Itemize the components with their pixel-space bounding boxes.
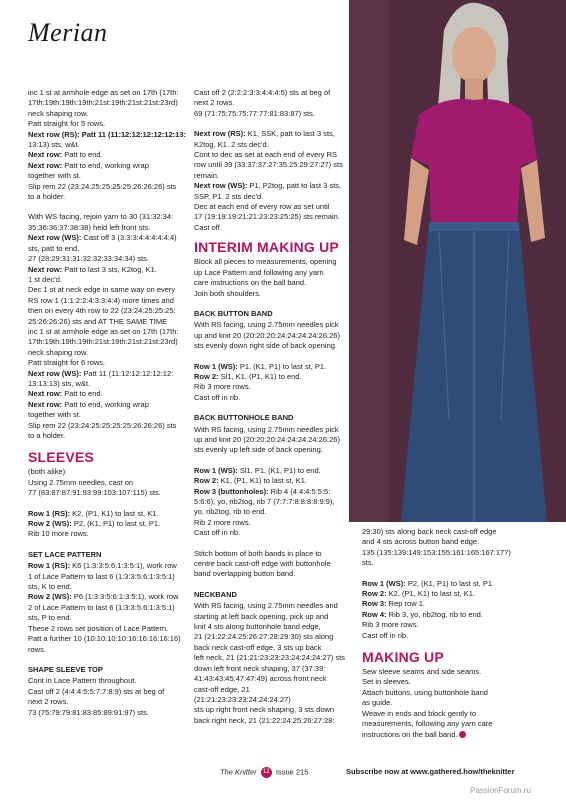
text-line: 13:13:13) sts, w&t. — [28, 378, 91, 388]
text-line: 27 (28:29:31:31:32:32:33:34:34) sts. — [28, 254, 149, 264]
text-line: Rib 3 more rows. — [194, 382, 251, 392]
section-heading-interim-making-up: INTERIM MAKING UP — [194, 239, 339, 256]
row-label: Row 1 (WS): — [362, 578, 406, 588]
row-label: Next row: — [28, 160, 63, 170]
row-label: Row 2: — [362, 589, 387, 599]
row-label: Row 2 (WS): — [28, 519, 72, 529]
subheading-back-button-band: BACK BUTTON BAND — [194, 308, 273, 318]
text-line: Cont to dec as set at each end of every RS — [194, 150, 337, 160]
column-1 — [28, 88, 188, 718]
text-line: Block all pieces to measurements, opening — [194, 257, 337, 267]
text-line: Row 1 (RS): K2, (P1, K1) to last st, K1. — [28, 508, 159, 518]
text-line: 25:26:26:26) sts and AT THE SAME TIME — [28, 316, 168, 326]
text-line: Rib 10 more rows. — [28, 529, 89, 539]
text-line: Row 2 (WS): P6 (1:3:3:5:6:1:3:5:1), work row — [28, 592, 179, 602]
row-label: Row 1 (RS): — [28, 508, 71, 518]
text-line: Row 1 (WS): Sl1, P1, (K1, P1) to end. — [194, 465, 321, 475]
text-line: 73 (75:79:79:81:83:85:89:91:97) sts. — [28, 707, 149, 717]
text-line: band overlapping button band. — [194, 569, 296, 579]
text-line: Using 2.75mm needles, cast on — [28, 477, 134, 487]
text-line: to a holder. — [28, 431, 66, 440]
text-line: next 2 rows. — [194, 98, 235, 108]
text-line: Row 2: K2, (P1, K1) to last st, K1. — [362, 589, 475, 599]
text-line: Dec at each end of every row as set until — [194, 202, 330, 212]
text-line: remain. — [194, 170, 220, 180]
text-line: inc 1 st at armhole edge as set on 17th (17th: — [28, 88, 179, 97]
column-2 — [194, 88, 348, 726]
issue-number: Issue 215 — [275, 767, 309, 777]
text-line: SSP, P1. 2 sts dec'd. — [194, 191, 264, 201]
text-line: Weave in ends and block gently to — [362, 708, 477, 718]
footer-magazine — [220, 767, 308, 778]
text-line: With WS facing, rejoin yarn to 30 (31:32:34: — [28, 212, 174, 222]
text-line: and 4 sts across button band edge. — [362, 537, 480, 547]
row-label: Next row (WS): — [28, 233, 82, 243]
text-line: starting at left back opening, pick up and — [194, 611, 329, 621]
spacer — [194, 539, 348, 549]
page-title: Merian — [28, 18, 108, 47]
footer-subscribe[interactable]: Subscribe now at www.gathered.how/theknitter — [346, 767, 515, 776]
text-line: K2tog, K1. 2 sts dec'd. — [194, 139, 269, 149]
text-line: 35:36:36:37:38:38) held left front sts. — [28, 222, 151, 232]
text-line: Row 1 (RS): K6 (1:3:3:5:6:1:3:5:1), work row — [28, 561, 177, 571]
section-heading-sleeves: SLEEVES — [28, 449, 94, 466]
text-line: up Lace Pattern and following any yarn — [194, 267, 324, 277]
text-line: Next row (WS): Cast off 3 (3:3:3:4:4:4:4:4:4) — [28, 233, 177, 243]
text-line: 2 of Lace Pattern to last 6 (1:3:3:5:6:1:3:5:1) — [28, 602, 175, 612]
spacer — [28, 499, 188, 509]
text-line: care instructions on the ball band. — [194, 278, 307, 288]
text-line: Next row: Patt to end. — [28, 150, 103, 160]
text-line: Cast off in rib. — [194, 528, 241, 538]
text-line: 5:6:6), yo, rib2tog, rib 7 (7:7:7:8:8:8:8:9:9), — [194, 497, 335, 506]
model-photo — [349, 0, 566, 522]
row-label: Row 1 (RS): — [28, 561, 71, 571]
text-line: sts, P to end. — [28, 613, 72, 623]
text-line: inc 1 st at armhole edge as set on 17th (17th: — [28, 326, 179, 336]
text-line: Patt straight for 6 rows. — [28, 358, 106, 368]
text-line: Cast off in rib. — [194, 392, 241, 402]
end-mark-icon — [459, 731, 466, 738]
text-line: 17th:19th:19th:19th:21st:19th:21st:21st:23rd) — [28, 337, 178, 347]
text-line: Row 1 (WS): P2, (K1, P1) to last st, P1. — [362, 578, 495, 588]
text-line: With RS facing, using 2.75mm needles and — [194, 601, 338, 611]
text-line: sts, K to end. — [28, 582, 72, 592]
text-line: With RS facing, using 2.75mm needles pick — [194, 320, 339, 330]
row-label: Row 2: — [194, 476, 219, 486]
row-label: Next row: — [28, 389, 63, 399]
text-line: Slip rem 22 (23:24:25:25:25:25:26:26:26) sts — [28, 181, 177, 191]
text-line: Join both shoulders. — [194, 288, 262, 298]
text-span: instructions on the ball band. — [362, 729, 458, 739]
text-line: Stitch bottom of both bands in place to — [194, 548, 322, 558]
text-line: Next row: Patt to end. — [28, 389, 103, 399]
text-line: 21 (21:22:24:25:26:27:28:29:30) sts along — [194, 632, 334, 642]
row-label: Row 2: — [194, 371, 219, 381]
text-line: sts up right front neck shaping, 3 sts down — [194, 705, 335, 715]
row-label: Row 3 (buttonholes): — [194, 486, 269, 496]
text-line: 17 (19:19:19:21:21:23:23:25:25) sts remain. — [194, 212, 340, 222]
text-line: up and knit 20 (20:20:20:24:24:24:24:26:26) — [194, 330, 340, 340]
text-line: together with st. — [28, 410, 81, 420]
text-line: down left front neck shaping, 37 (37:39: — [194, 663, 326, 673]
subheading-neckband: NECKBAND — [194, 589, 237, 599]
section-heading-making-up: MAKING UP — [362, 649, 444, 666]
text-line: cast-off edge, 21 (21:21:23:23:23:24:24:24:27) — [194, 684, 291, 704]
subheading-set-lace-pattern: SET LACE PATTERN — [28, 549, 102, 559]
text-line: With RS facing, using 2.75mm needles pick — [194, 424, 339, 434]
text-line: Cast off 2 (4:4:4:5:5:7:7:8:9) sts at beg of — [28, 686, 165, 696]
spacer — [194, 119, 348, 129]
watermark: PassionForum.ru — [470, 786, 531, 795]
text-line: Slip rem 22 (23:24:25:25:25:25:26:26:26) sts — [28, 420, 177, 430]
text-line: measurements, following any yarn care — [362, 719, 493, 729]
text-line: Next row (RS): K1, SSK, patt to last 3 sts, — [194, 129, 335, 139]
text-line: 41:43:43:45:47:47:49) across front neck — [194, 674, 327, 684]
text-line: Cast off. — [194, 222, 222, 232]
row-label: Next row (RS): — [194, 129, 246, 139]
text-line: RS row 1 (1:1:2:2:4:3:3:4:4) more times and — [28, 295, 174, 305]
text-line: Rib 3 more rows. — [362, 620, 419, 630]
spacer — [194, 456, 348, 466]
text-line: next 2 rows. — [28, 697, 69, 707]
text-line: 69 (71:75:75:75:77:77:81:83:87) sts. — [194, 108, 315, 118]
row-label: Row 2 (WS): — [28, 592, 72, 602]
text-line: Next row: Patt to end, working wrap — [28, 399, 149, 409]
text-line: Row 1 (WS): P1, (K1, P1) to last st, P1. — [194, 361, 327, 371]
text-line: then on every 4th row to 22 (23:24:25:25:25: — [28, 306, 176, 316]
text-line: sts, patt to end. — [28, 243, 80, 253]
text-line: Row 3 (buttonholes): Rib 4 (4:4:4:5:5:5: — [194, 486, 331, 496]
text-line: knit 4 sts along buttonhole band edge, — [194, 622, 321, 632]
text-line: Patt straight for 5 rows. — [28, 119, 106, 129]
text-line: Next row: Patt to last 3 sts, K2tog, K1. — [28, 264, 157, 274]
text-line: Cont in Lace Pattern throughout. — [28, 676, 137, 686]
spacer — [194, 352, 348, 362]
text-line: Row 3: Rep row 1. — [362, 599, 425, 609]
row-label: Next row (RS): — [28, 129, 80, 139]
text-line: Patt a further 10 (10:10:10:10:16:16:16:16:16) — [28, 634, 181, 644]
text-line: neck shaping row. — [28, 108, 89, 118]
text-line: 13:13) sts, w&t. — [28, 140, 80, 150]
text-line: These 2 rows set position of Lace Pattern. — [28, 623, 169, 633]
row-label: Row 4: — [362, 609, 387, 619]
row-label: Next row: — [28, 264, 63, 274]
text-line: yo, rib2tog, rib to end. — [194, 507, 267, 517]
text-line: Row 2: K1, (P1, K1) to last st, K1. — [194, 476, 307, 486]
row-label: Row 1 (WS): — [194, 465, 238, 475]
text-line: Next row (WS): P1, P2tog, patt to last 3 sts, — [194, 181, 342, 191]
text-line: up and knit 20 (20:20:20:24:24:24:24:26:26) — [194, 434, 340, 444]
text-line: Cast off 2 (2:2:2:3:3:4:4:4:5) sts at beg of — [194, 88, 331, 97]
text-line: sts. — [362, 558, 374, 568]
row-label: Next row (WS): — [194, 181, 248, 191]
text-line: 29:30) sts along back neck cast-off edge — [362, 527, 497, 536]
text-line: Row 4: Rib 3, yo, rib2tog, rib to end. — [362, 609, 483, 619]
row-label: Row 1 (WS): — [194, 361, 238, 371]
column-3 — [362, 527, 540, 740]
text-line: sts evenly up left side of back opening. — [194, 445, 323, 455]
page-number-badge: 12 — [261, 767, 272, 778]
text-line: Row 2 (WS): P2, (K1, P1) to last st, P1. — [28, 519, 161, 529]
text-line: neck shaping row. — [28, 347, 89, 357]
text-line: back neck cast-off edge, 3 sts up back — [194, 642, 322, 652]
row-label: Row 3: — [362, 599, 387, 609]
text-line: 135 (135:139:149:153:155:161:165:167:177) — [362, 547, 511, 557]
text-line: sts evenly down right side of back opening. — [194, 341, 338, 351]
row-label: Next row (WS): — [28, 368, 82, 378]
text-line: Cast off in rib. — [362, 630, 409, 640]
text-line: (both alike) — [28, 467, 66, 477]
text-line: left neck, 21 (21:21:23:23:23:24:24:24:27) sts — [194, 653, 345, 663]
spacer — [28, 202, 188, 212]
subheading-shape-sleeve-top: SHAPE SLEEVE TOP — [28, 664, 103, 674]
text-line: Dec 1 st at neck edge in same way on every — [28, 285, 176, 295]
spacer — [362, 569, 540, 579]
text-line: 17th:19th:19th:19th:21st:19th:21st:21st:23rd) — [28, 98, 178, 108]
text-line — [362, 730, 540, 740]
text-line: Attach buttons, using buttonhole band — [362, 687, 488, 697]
text-line: Set in sleeves. — [362, 677, 411, 687]
subheading-back-buttonhole-band: BACK BUTTONHOLE BAND — [194, 413, 294, 423]
text-line: Sew sleeve seams and side seams. — [362, 667, 482, 677]
text-line: as guide. — [362, 698, 393, 708]
text-line: 1 of Lace Pattern to last 6 (1:3:3:5:6:1:3:5:1) — [28, 571, 175, 581]
text-line: back right neck, 21 (21:22:24:25:26:27:28: — [194, 715, 335, 725]
row-label: Next row: — [28, 150, 63, 160]
text-line: Row 2: Sl1, K1, (P1, K1) to end. — [194, 371, 302, 381]
magazine-name: The Knitter — [220, 767, 257, 777]
text-line: Rib 2 more rows. — [194, 517, 251, 527]
text-line: centre back cast-off edge with buttonhole — [194, 559, 331, 569]
row-label: Next row: — [28, 399, 63, 409]
text-line: rows. — [28, 644, 46, 654]
text-line: 77 (83:87:87:91:93:99:103:107:115) sts. — [28, 488, 161, 498]
text-line: together with st. — [28, 171, 81, 181]
text-line: Next row: Patt to end, working wrap — [28, 160, 149, 170]
text-line: Next row (WS): Patt 11 (11:12:12:12:12:12: — [28, 368, 174, 378]
text-line: Next row (RS): Patt 11 (11:12:12:12:12:12:13: — [28, 129, 186, 139]
text-line: 1 st dec'd. — [28, 274, 62, 284]
text-line: to a holder. — [28, 192, 66, 202]
text-line: row until 39 (33:37:37:27:35:25:29:27:27) sts — [194, 160, 343, 170]
